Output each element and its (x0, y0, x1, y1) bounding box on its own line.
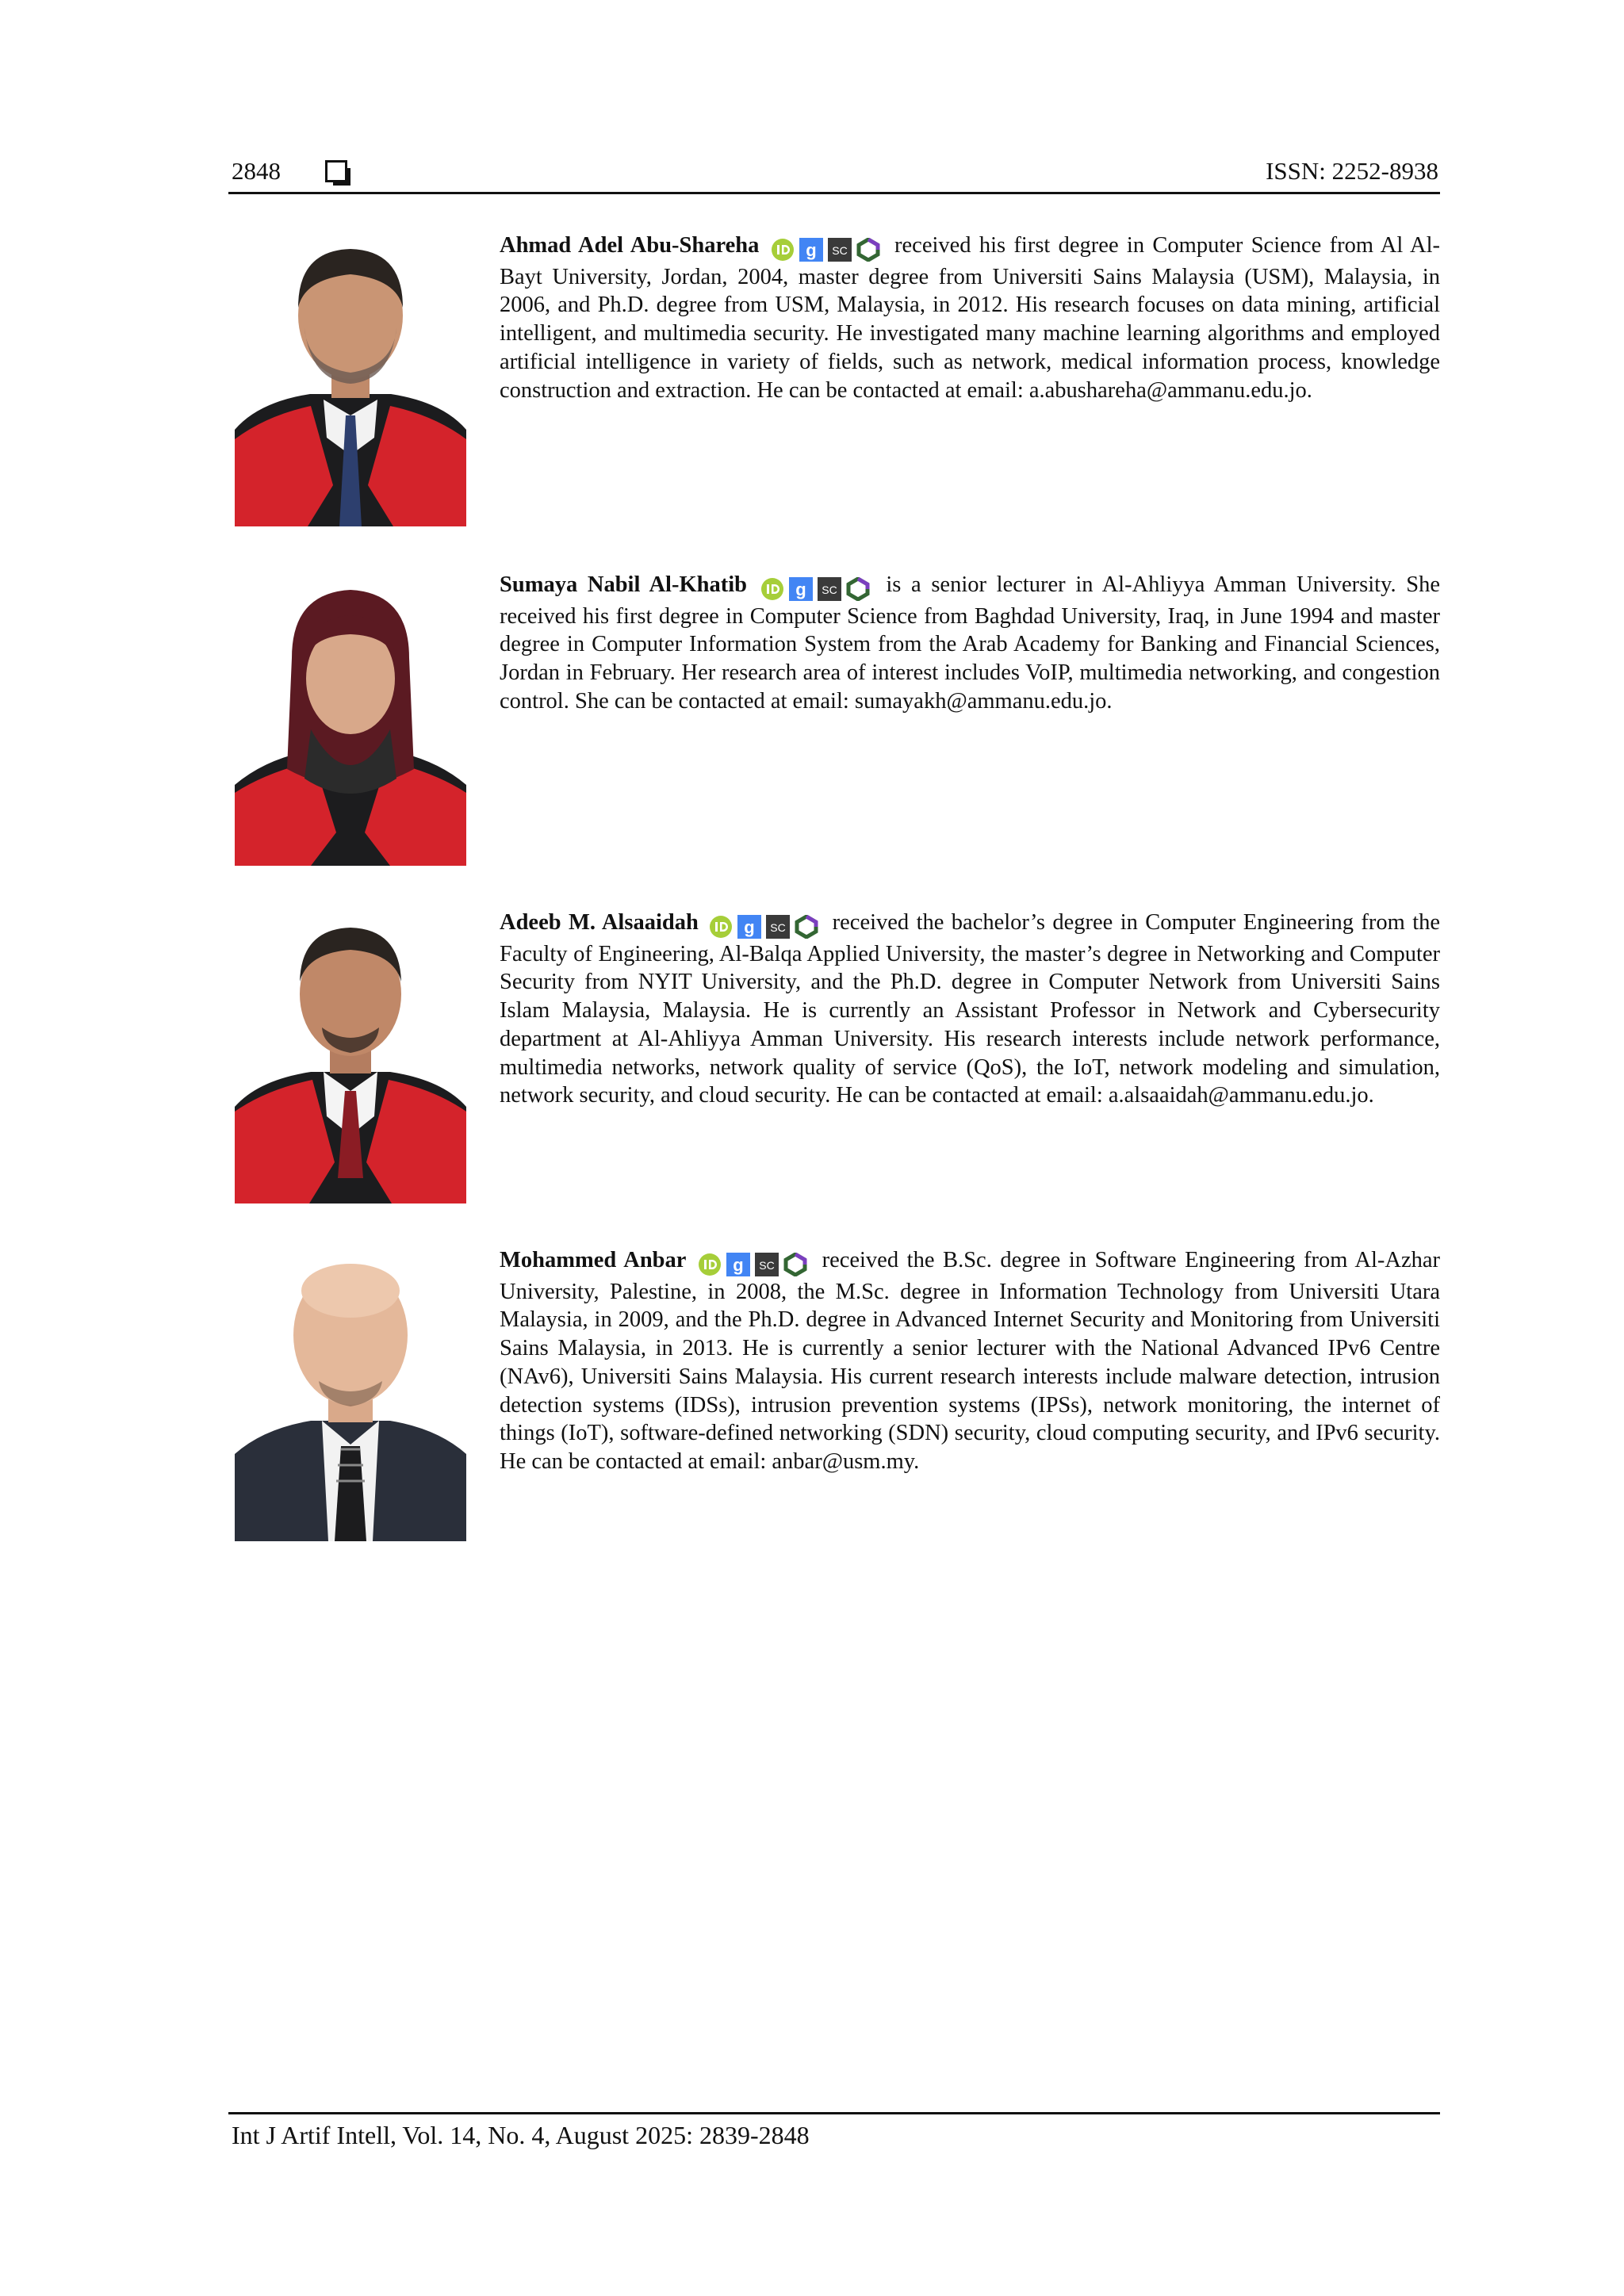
svg-text:SC: SC (821, 584, 837, 597)
bio-description: is a senior lecturer in Al-Ahliyya Amman University. She received his first degree in Computer Science from Baghdad University, Iraq, in June 1994 and master degree in Computer Information System from the Arab Academy for Banking and Financial Sciences, Jordan in February. Her research area of interest includes VoIP, multimedia networking, and congestion control. She can be contacted at email: sumayakh@ammanu.edu.jo. (500, 572, 1441, 714)
profile-icons (771, 235, 885, 263)
author-name: Adeeb M. Alsaaidah (500, 910, 699, 935)
author-photo (235, 1246, 466, 1541)
svg-text:SC: SC (831, 244, 848, 258)
publons-icon[interactable] (856, 238, 880, 262)
scopus-icon[interactable] (766, 915, 790, 939)
bio-description: received the B.Sc. degree in Software Engineering from Al-Azhar University, Palestine, in 2008, the M.Sc. degree in Information Technology from Universiti Utara Malaysia, in 2009, and the Ph.D. degree in Advanced Internet Security and Monitoring from Universiti Sains Malaysia, in 2013. He is currently a senior lecturer with the National Advanced IPv6 Centre (NAv6), Universiti Sains Malaysia. His current research interests include malware detection, intrusion detection systems (IDSs), intrusion prevention systems (IPSs), network monitoring, the internet of things (IoT), software-defined networking (SDN) security, cloud computing security, and IPv6 security. He can be contacted at email: anbar@usm.my. (500, 1248, 1440, 1474)
scopus-icon[interactable] (818, 577, 841, 601)
google-scholar-icon[interactable] (726, 1253, 750, 1276)
author-name: Mohammed Anbar (500, 1248, 687, 1272)
bio-paragraph (500, 1246, 1440, 1476)
bio-description: received his first degree in Computer Science from Al Al-Bayt University, Jordan, 2004, master degree from Universiti Sains Malaysia (USM), Malaysia, in 2006, and Ph.D. degree from USM, Malaysia, in 2012. His research focuses on data mining, artificial intelligent, and multimedia security. He investigated many machine learning algorithms and employed artificial intelligence in variety of fields, such as network, medical information process, knowledge construction and extraction. He can be contacted at email: a.abushareha@ammanu.edu.jo. (500, 233, 1441, 403)
orcid-icon[interactable] (698, 1253, 722, 1276)
issn: ISSN: 2252-8938 (1266, 157, 1438, 185)
author-name: Ahmad Adel Abu-Shareha (500, 233, 760, 258)
scopus-icon[interactable] (755, 1253, 779, 1276)
orcid-icon[interactable] (760, 577, 784, 601)
square-bullet-icon (325, 160, 347, 182)
google-scholar-icon[interactable] (799, 238, 823, 262)
svg-text:SC: SC (770, 921, 786, 935)
footer-rule (228, 2112, 1440, 2114)
page-header (232, 155, 1438, 190)
author-photo (235, 571, 466, 866)
bio-paragraph (500, 571, 1440, 716)
page-number: 2848 (232, 157, 281, 185)
svg-text:SC: SC (759, 1259, 775, 1272)
publons-icon[interactable] (846, 577, 870, 601)
google-scholar-icon[interactable] (789, 577, 813, 601)
svg-text:g: g (805, 240, 817, 261)
google-scholar-icon[interactable] (737, 915, 761, 939)
author-photo (235, 232, 466, 526)
profile-icons (760, 574, 875, 603)
svg-text:g: g (733, 1255, 744, 1276)
orcid-icon[interactable] (771, 238, 795, 262)
footer-citation: Int J Artif Intell, Vol. 14, No. 4, August 2025: 2839-2848 (232, 2121, 810, 2149)
publons-icon[interactable] (795, 915, 818, 939)
profile-icons (709, 912, 823, 940)
scopus-icon[interactable] (828, 238, 852, 262)
bio-paragraph (500, 232, 1440, 404)
author-name: Sumaya Nabil Al-Khatib (500, 572, 747, 597)
author-photo (235, 909, 466, 1203)
header-rule (228, 192, 1440, 194)
profile-icons (698, 1249, 812, 1278)
svg-text:g: g (795, 580, 806, 600)
publons-icon[interactable] (783, 1253, 807, 1276)
bio-paragraph (500, 909, 1440, 1110)
orcid-icon[interactable] (709, 915, 733, 939)
svg-text:g: g (744, 917, 755, 938)
bio-description: received the bachelor’s degree in Computer Engineering from the Faculty of Engineering, Al-Balqa Applied University, the master’s degree in Networking and Computer Security from NYIT University, and the Ph.D. degree in Computer Network from Universiti Sains Islam Malaysia, Malaysia. He is currently an Assistant Professor in Network and Cybersecurity department at Al-Ahliyya Amman University. His research interests include network performance, multimedia networks, network quality of service (QoS), the IoT, network modeling and simulation, network security, and cloud security. He can be contacted at email: a.alsaaidah@ammanu.edu.jo. (500, 910, 1441, 1108)
